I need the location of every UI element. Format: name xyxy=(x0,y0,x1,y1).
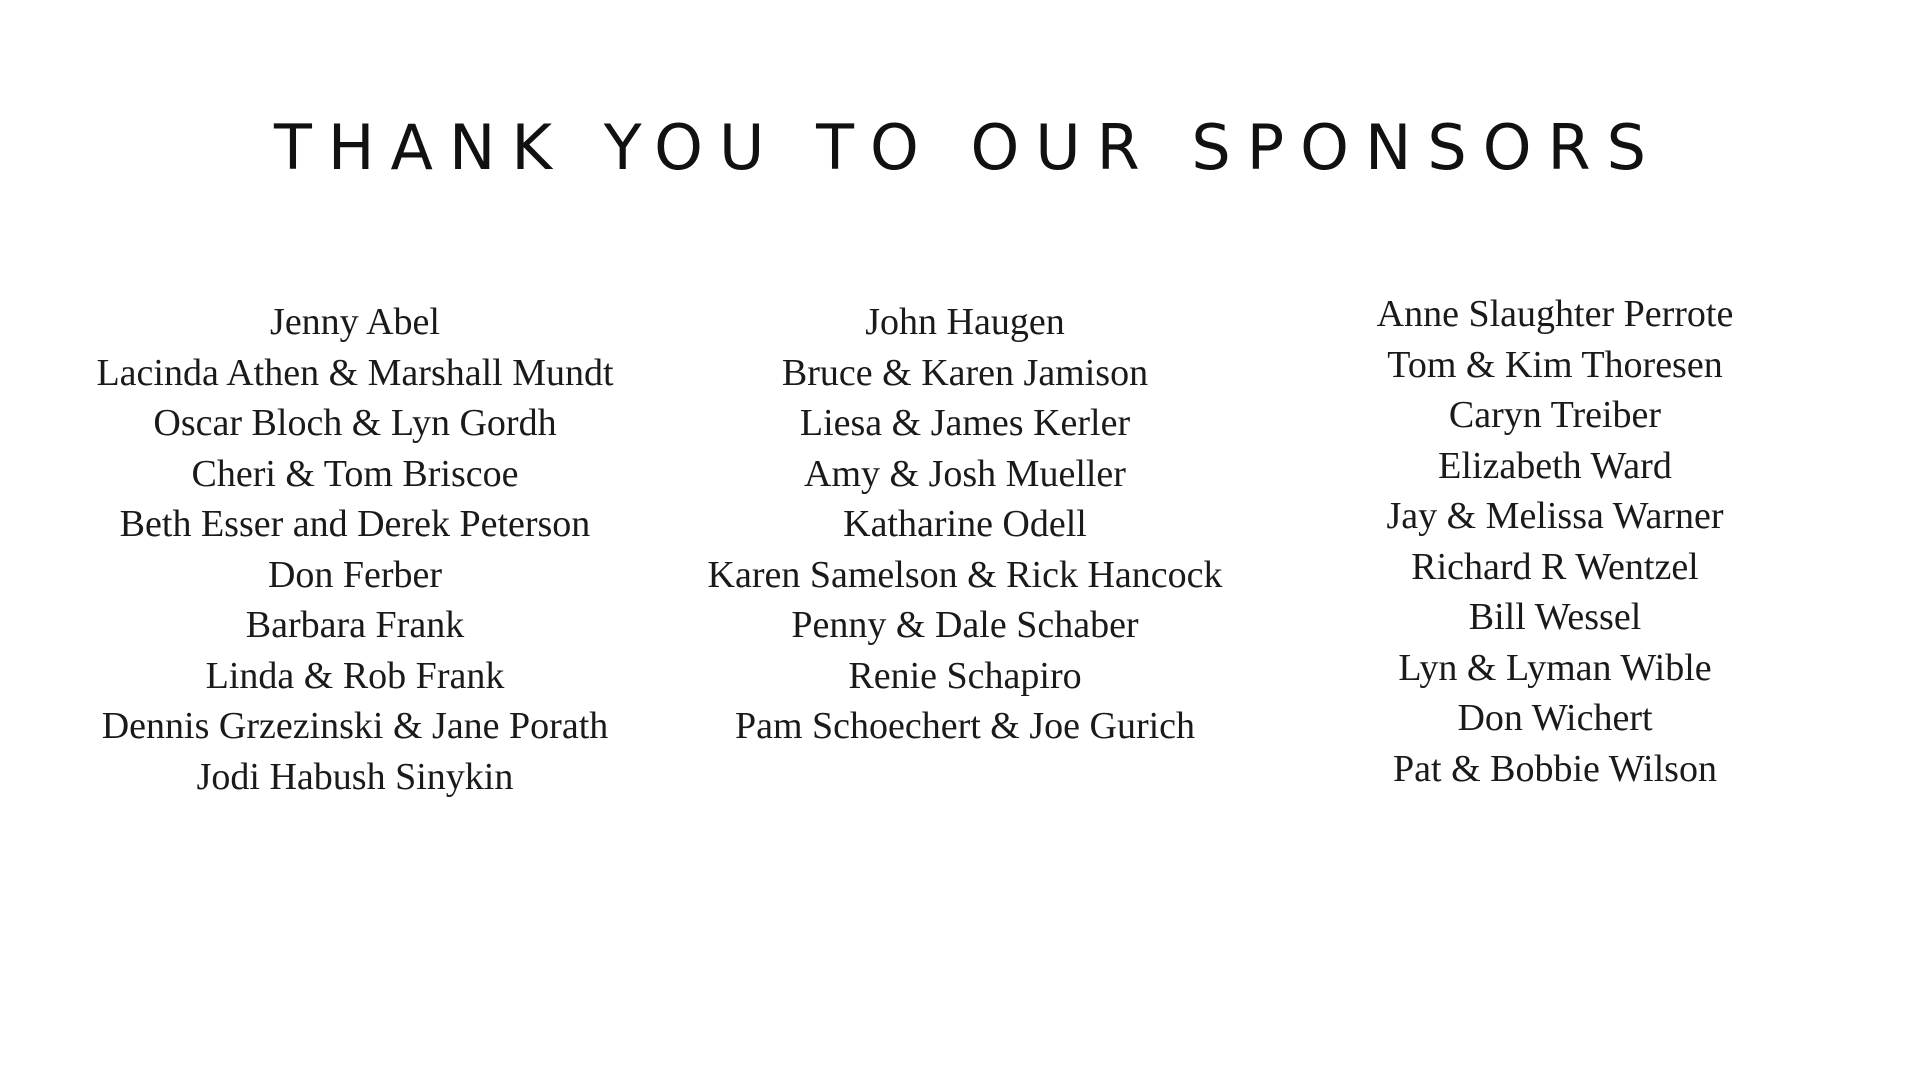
sponsor-name: Pam Schoechert & Joe Gurich xyxy=(734,705,1196,747)
sponsor-name: Elizabeth Ward xyxy=(1438,444,1672,487)
sponsor-name: Linda & Rob Frank xyxy=(205,654,505,697)
sponsor-column-2 xyxy=(640,297,1290,752)
sponsor-name: Penny & Dale Schaber xyxy=(791,604,1139,646)
sponsor-name: Bruce & Karen Jamison xyxy=(781,351,1149,394)
sponsor-name: Jenny Abel xyxy=(270,301,440,343)
sponsor-name: Amy & Josh Mueller xyxy=(804,452,1126,495)
sponsor-name: Jay & Melissa Warner xyxy=(1386,495,1724,537)
sponsor-name: Karen Samelson & Rick Hancock xyxy=(707,553,1223,596)
sponsor-name: Renie Schapiro xyxy=(848,654,1082,697)
sponsor-name: Cheri & Tom Briscoe xyxy=(191,452,519,495)
sponsor-name: Oscar Bloch & Lyn Gordh xyxy=(153,402,557,444)
sponsor-name: Don Wichert xyxy=(1457,697,1653,739)
sponsor-name: Jodi Habush Sinykin xyxy=(196,755,514,798)
sponsor-name: Liesa & James Kerler xyxy=(799,402,1131,444)
sponsor-name: Caryn Treiber xyxy=(1448,394,1662,436)
sponsor-name: Beth Esser and Derek Peterson xyxy=(119,503,591,545)
page-title: THANK YOU TO OUR SPONSORS xyxy=(274,111,1662,184)
sponsor-name: Lacinda Athen & Marshall Mundt xyxy=(96,351,614,394)
sponsor-column-3 xyxy=(1230,289,1880,794)
sponsor-name: Don Ferber xyxy=(267,553,443,596)
sponsor-name: John Haugen xyxy=(865,301,1065,343)
sponsor-name: Pat & Bobbie Wilson xyxy=(1393,747,1717,790)
sponsor-name: Katharine Odell xyxy=(843,503,1087,545)
sponsor-name: Lyn & Lyman Wible xyxy=(1398,646,1712,689)
sponsor-name: Tom & Kim Thoresen xyxy=(1387,343,1723,386)
sponsor-column-1 xyxy=(30,297,680,802)
sponsor-name: Bill Wessel xyxy=(1468,596,1642,638)
sponsor-name: Anne Slaughter Perrote xyxy=(1376,293,1734,335)
sponsor-name: Dennis Grzezinski & Jane Porath xyxy=(101,705,609,747)
sponsor-name: Barbara Frank xyxy=(245,604,465,646)
sponsor-name: Richard R Wentzel xyxy=(1411,545,1699,588)
